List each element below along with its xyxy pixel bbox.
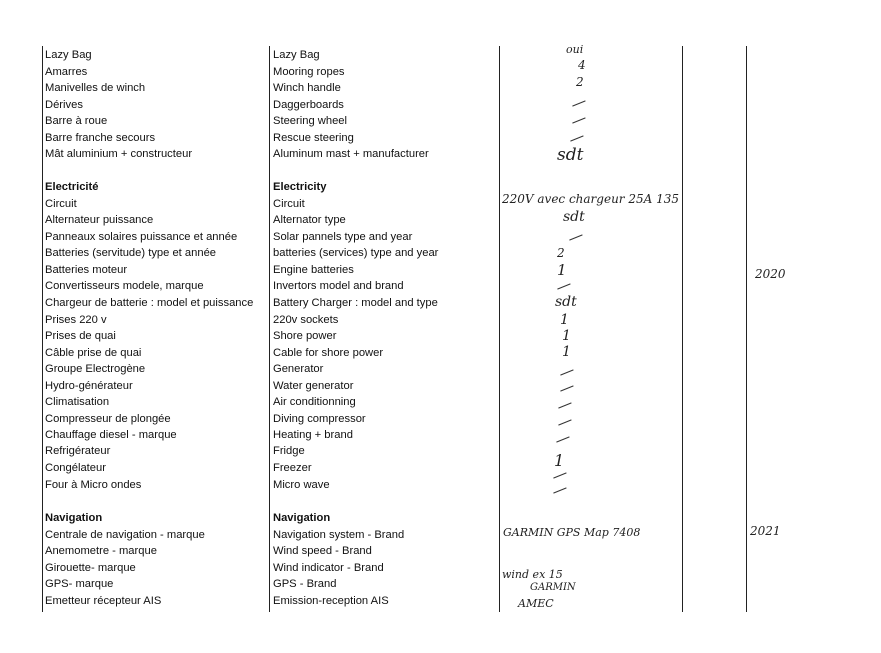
hw-amarres: 4 [578, 58, 586, 72]
label-fr-prises-220: Prises 220 v [45, 314, 107, 326]
hw-year-batteries-moteur: 2020 [755, 267, 786, 281]
label-en-sockets: 220v sockets [273, 314, 339, 326]
label-en-cable-shore: Cable for shore power [273, 347, 384, 359]
hw-dash-congelateur [553, 472, 567, 479]
label-en-air-conditioning: Air conditionning [273, 396, 356, 408]
label-fr-manivelles: Manivelles de winch [45, 82, 146, 94]
label-fr-girouette: Girouette- marque [45, 562, 136, 574]
label-fr-panneaux: Panneaux solaires puissance et année [45, 231, 238, 243]
left-border-line [42, 46, 43, 612]
label-fr-refrigerateur: Refrigérateur [45, 445, 111, 457]
label-en-lazy-bag: Lazy Bag [273, 49, 320, 61]
label-fr-centrale-nav: Centrale de navigation - marque [45, 529, 205, 541]
hw-dash-panneaux [569, 234, 583, 241]
label-fr-alternateur: Alternateur puissance [45, 214, 154, 226]
label-fr-mat: Mât aluminium + constructeur [45, 148, 193, 160]
label-en-micro-wave: Micro wave [273, 479, 330, 491]
hw-girouette: GARMIN [530, 582, 576, 593]
heading-en-electricity: Electricity [273, 181, 327, 193]
label-fr-batteries-servitude: Batteries (servitude) type et année [45, 247, 217, 259]
label-fr-congelateur: Congélateur [45, 462, 106, 474]
label-fr-groupe: Groupe Electrogène [45, 363, 146, 375]
year-column-right-line [746, 46, 747, 612]
hw-dash-barre-secours [570, 135, 584, 142]
label-fr-anemometre: Anemometre - marque [45, 545, 157, 557]
hw-prises-220: 1 [560, 312, 569, 328]
hw-dash-hydro [560, 385, 574, 392]
label-en-water-generator: Water generator [273, 380, 354, 392]
hw-ais: AMEC [518, 597, 554, 610]
label-fr-climatisation: Climatisation [45, 396, 110, 408]
hw-dash-convertisseurs [557, 283, 571, 290]
label-en-solar: Solar pannels type and year [273, 231, 413, 243]
label-en-engine-batteries: Engine batteries [273, 264, 354, 276]
label-en-winch: Winch handle [273, 82, 341, 94]
label-fr-prises-quai: Prises de quai [45, 330, 116, 342]
label-en-wind-indicator: Wind indicator - Brand [273, 562, 384, 574]
answer-column-left-line [499, 46, 500, 612]
hw-cable-quai: 1 [562, 344, 571, 360]
label-en-shore-power: Shore power [273, 330, 337, 342]
label-en-gps: GPS - Brand [273, 578, 337, 590]
hw-dash-chauffage [556, 436, 570, 443]
label-fr-barre-secours: Barre franche secours [45, 132, 156, 144]
hw-prises-quai: 1 [562, 328, 571, 344]
hw-alternateur: sdt [563, 209, 585, 225]
hw-circuit: 220V avec chargeur 25A 135 [502, 192, 680, 206]
label-fr-cable-quai: Câble prise de quai [45, 347, 142, 359]
label-en-mooring: Mooring ropes [273, 66, 345, 78]
hw-mat: sdt [557, 145, 584, 165]
hw-manivelles: 2 [576, 75, 584, 89]
hw-centrale-nav: GARMIN GPS Map 7408 [503, 526, 641, 539]
hw-dash-derives [572, 100, 586, 107]
heading-fr-navigation: Navigation [45, 512, 103, 524]
hw-dash-compresseur [558, 419, 572, 426]
label-en-alternator: Alternator type [273, 214, 346, 226]
label-fr-chargeur: Chargeur de batterie : model et puissance [45, 297, 254, 309]
label-fr-amarres: Amarres [45, 66, 88, 78]
label-fr-gps: GPS- marque [45, 578, 114, 590]
label-en-invertors: Invertors model and brand [273, 280, 404, 292]
hw-batteries-servitude: 2 [557, 246, 565, 260]
hw-batteries-moteur: 1 [557, 261, 567, 279]
label-fr-compresseur: Compresseur de plongée [45, 413, 171, 425]
column-divider-line [269, 46, 270, 612]
answer-column-right-line [682, 46, 683, 612]
label-fr-derives: Dérives [45, 99, 83, 111]
hw-chargeur: sdt [555, 294, 577, 310]
label-en-daggerboards: Daggerboards [273, 99, 344, 111]
label-en-nav-system: Navigation system - Brand [273, 529, 405, 541]
label-en-diving: Diving compressor [273, 413, 366, 425]
label-en-heating: Heating + brand [273, 429, 353, 441]
label-fr-ais: Emetteur récepteur AIS [45, 595, 162, 607]
label-fr-convertisseurs: Convertisseurs modele, marque [45, 280, 204, 292]
hw-dash-groupe [560, 369, 574, 376]
hw-dash-micro-ondes [553, 487, 567, 494]
hw-year-centrale-nav: 2021 [750, 524, 781, 538]
label-en-rescue-steering: Rescue steering [273, 132, 354, 144]
hw-lazy-bag: oui [566, 43, 584, 56]
label-en-batteries-services: batteries (services) type and year [273, 247, 439, 259]
label-fr-micro-ondes: Four à Micro ondes [45, 479, 142, 491]
hw-dash-barre-roue [572, 117, 586, 124]
label-en-circuit: Circuit [273, 198, 305, 210]
label-en-wind-speed: Wind speed - Brand [273, 545, 372, 557]
label-en-generator: Generator [273, 363, 324, 375]
label-en-ais: Emission-reception AIS [273, 595, 389, 607]
label-fr-hydro: Hydro-générateur [45, 380, 133, 392]
hw-anemometre: wind ex 15 [502, 568, 563, 581]
label-fr-lazy-bag: Lazy Bag [45, 49, 92, 61]
label-en-steering-wheel: Steering wheel [273, 115, 348, 127]
heading-en-navigation: Navigation [273, 512, 331, 524]
label-en-freezer: Freezer [273, 462, 312, 474]
label-en-fridge: Fridge [273, 445, 305, 457]
hw-refrigerateur: 1 [554, 451, 565, 470]
label-en-charger: Battery Charger : model and type [273, 297, 438, 309]
label-fr-circuit: Circuit [45, 198, 77, 210]
label-fr-batteries-moteur: Batteries moteur [45, 264, 128, 276]
hw-dash-climatisation [558, 402, 572, 409]
label-fr-barre-roue: Barre à roue [45, 115, 108, 127]
heading-fr-electricite: Electricité [45, 181, 99, 193]
label-en-mast: Aluminum mast + manufacturer [273, 148, 429, 160]
label-fr-chauffage: Chauffage diesel - marque [45, 429, 177, 441]
